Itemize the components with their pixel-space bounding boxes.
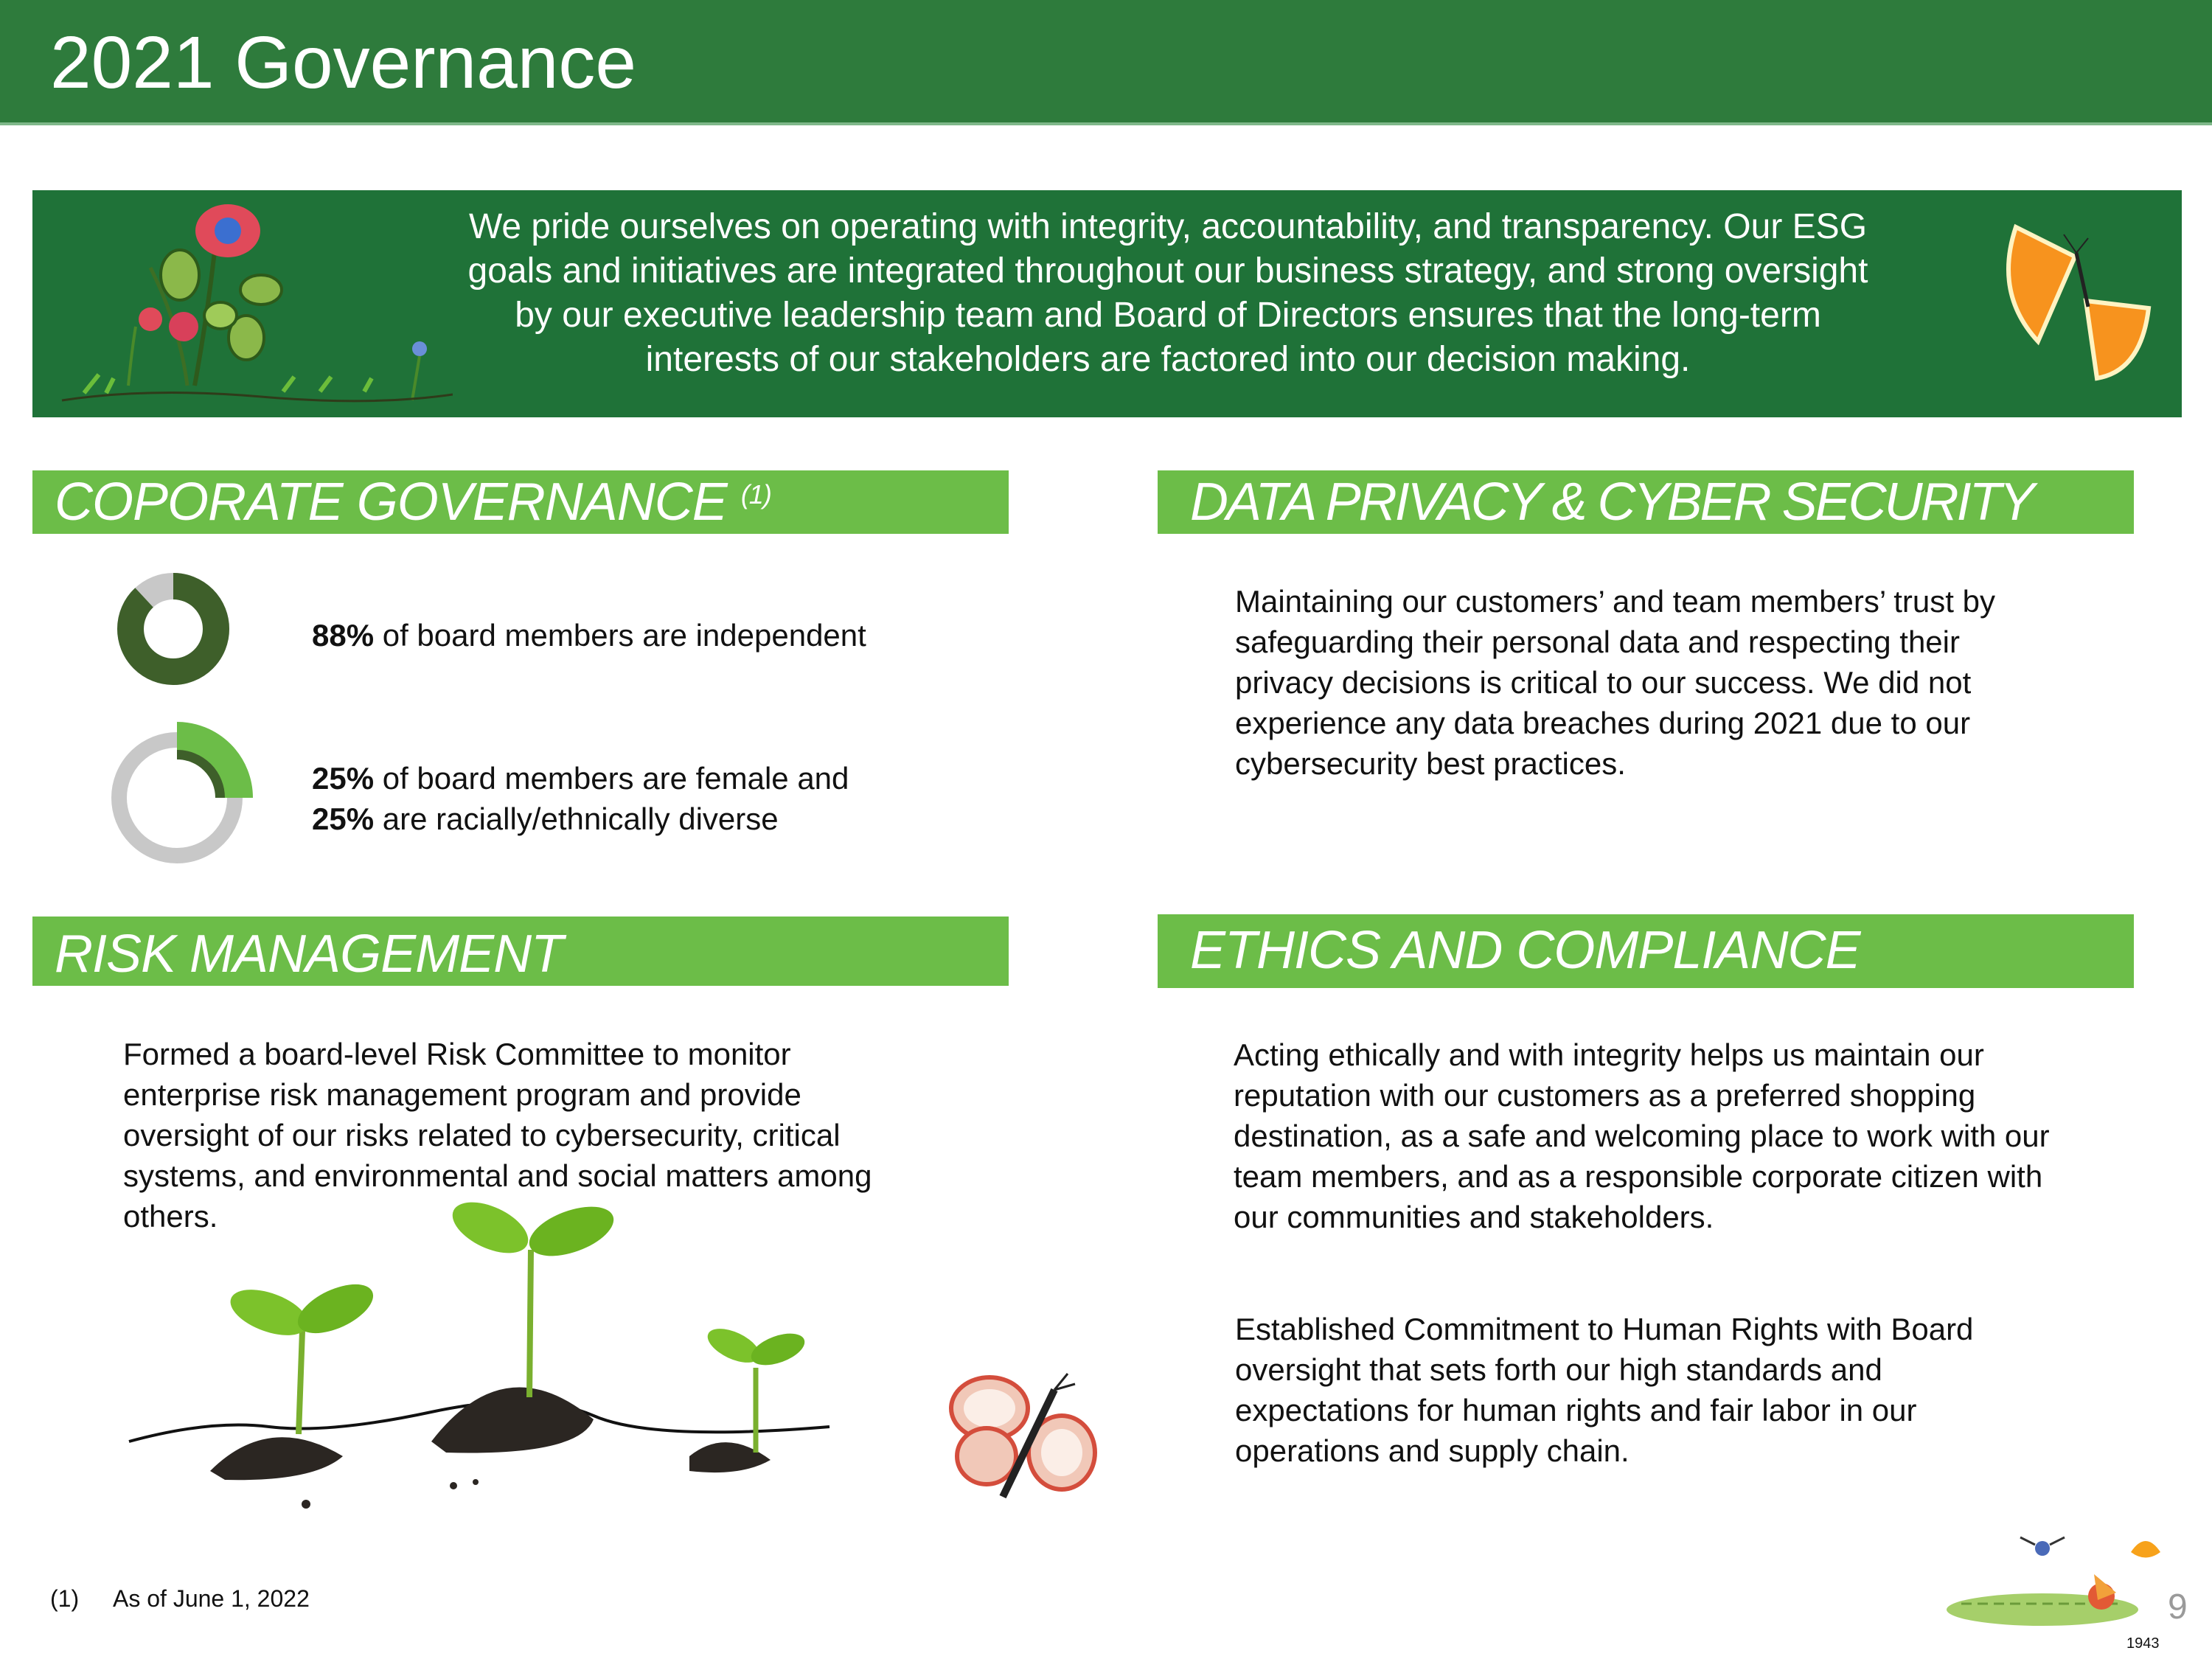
stat-description-secondary: are racially/ethnically diverse bbox=[374, 801, 779, 836]
corner-code: 1943 bbox=[2126, 1635, 2160, 1652]
page-title: 2021 Governance bbox=[50, 21, 637, 104]
intro-banner bbox=[32, 190, 2182, 417]
page-number: 9 bbox=[2168, 1587, 2188, 1627]
orange-butterfly-illustration bbox=[1994, 212, 2163, 389]
caterpillar-illustration bbox=[1924, 1530, 2168, 1641]
stat-independent bbox=[312, 615, 866, 655]
section-title-risk-management: RISK MANAGEMENT bbox=[55, 925, 563, 984]
flower-illustration bbox=[40, 157, 453, 411]
title-bar bbox=[0, 0, 2212, 125]
banner-statement: We pride ourselves on operating with integrity, accountability, and transparency. Our ESG goals and initiatives are integrated throughout our business strategy, and strong oversight by our executive leadership team and Board of Directors ensures that the long-term interests of our stakeholders are factored into our decision making. bbox=[467, 207, 1868, 379]
section-header-corporate-governance bbox=[32, 470, 1009, 534]
stat-diversity bbox=[312, 758, 849, 839]
stat-value: 88% bbox=[312, 618, 375, 653]
section-header-data-privacy bbox=[1158, 470, 2134, 534]
footnote bbox=[50, 1585, 310, 1613]
apple-butterfly-illustration bbox=[944, 1368, 1106, 1523]
footnote-marker: (1) bbox=[740, 479, 771, 509]
section-header-ethics bbox=[1158, 914, 2134, 988]
seedlings-illustration bbox=[122, 1191, 844, 1515]
section-header-risk-management bbox=[32, 917, 1009, 986]
ethics-paragraph-1: Acting ethically and with integrity helps us maintain our reputation with our customers as a preferred shopping destination, as a safe and welcoming place to work with our team members, and as a responsible corporate citizen with our communities and stakeholders. bbox=[1234, 1037, 2050, 1234]
donut-chart-diversity bbox=[103, 715, 258, 870]
stat-description: of board members are female and bbox=[374, 761, 849, 796]
footnote-text: As of June 1, 2022 bbox=[113, 1585, 310, 1612]
stat-value-secondary: 25% bbox=[312, 801, 375, 836]
donut-chart-independent bbox=[111, 566, 236, 692]
section-title-corporate-governance: COPORATE GOVERNANCE $^{(1)}$ bbox=[55, 473, 771, 532]
section-title-ethics: ETHICS AND COMPLIANCE bbox=[1190, 921, 1860, 980]
ethics-paragraph-2: Established Commitment to Human Rights with Board oversight that sets forth our high standards and expectations for human rights and fair labor in our operations and supply chain. bbox=[1235, 1312, 1974, 1468]
stat-description: of board members are independent bbox=[374, 618, 866, 653]
footnote-number: (1) bbox=[50, 1585, 80, 1612]
section-title-data-privacy: DATA PRIVACY & CYBER SECURITY bbox=[1190, 473, 2033, 532]
data-privacy-text: Maintaining our customers’ and team members’ trust by safeguarding their personal data and respecting their privacy decisions is critical to our success. We did not experience any data breaches during 2021 due to our cybersecurity best practices. bbox=[1235, 584, 1995, 781]
risk-management-text: Formed a board-level Risk Committee to monitor enterprise risk management program and provide oversight of our risks related to cybersecurity, critical systems, and environmental and social matters among others. bbox=[123, 1037, 872, 1234]
stat-value: 25% bbox=[312, 761, 375, 796]
